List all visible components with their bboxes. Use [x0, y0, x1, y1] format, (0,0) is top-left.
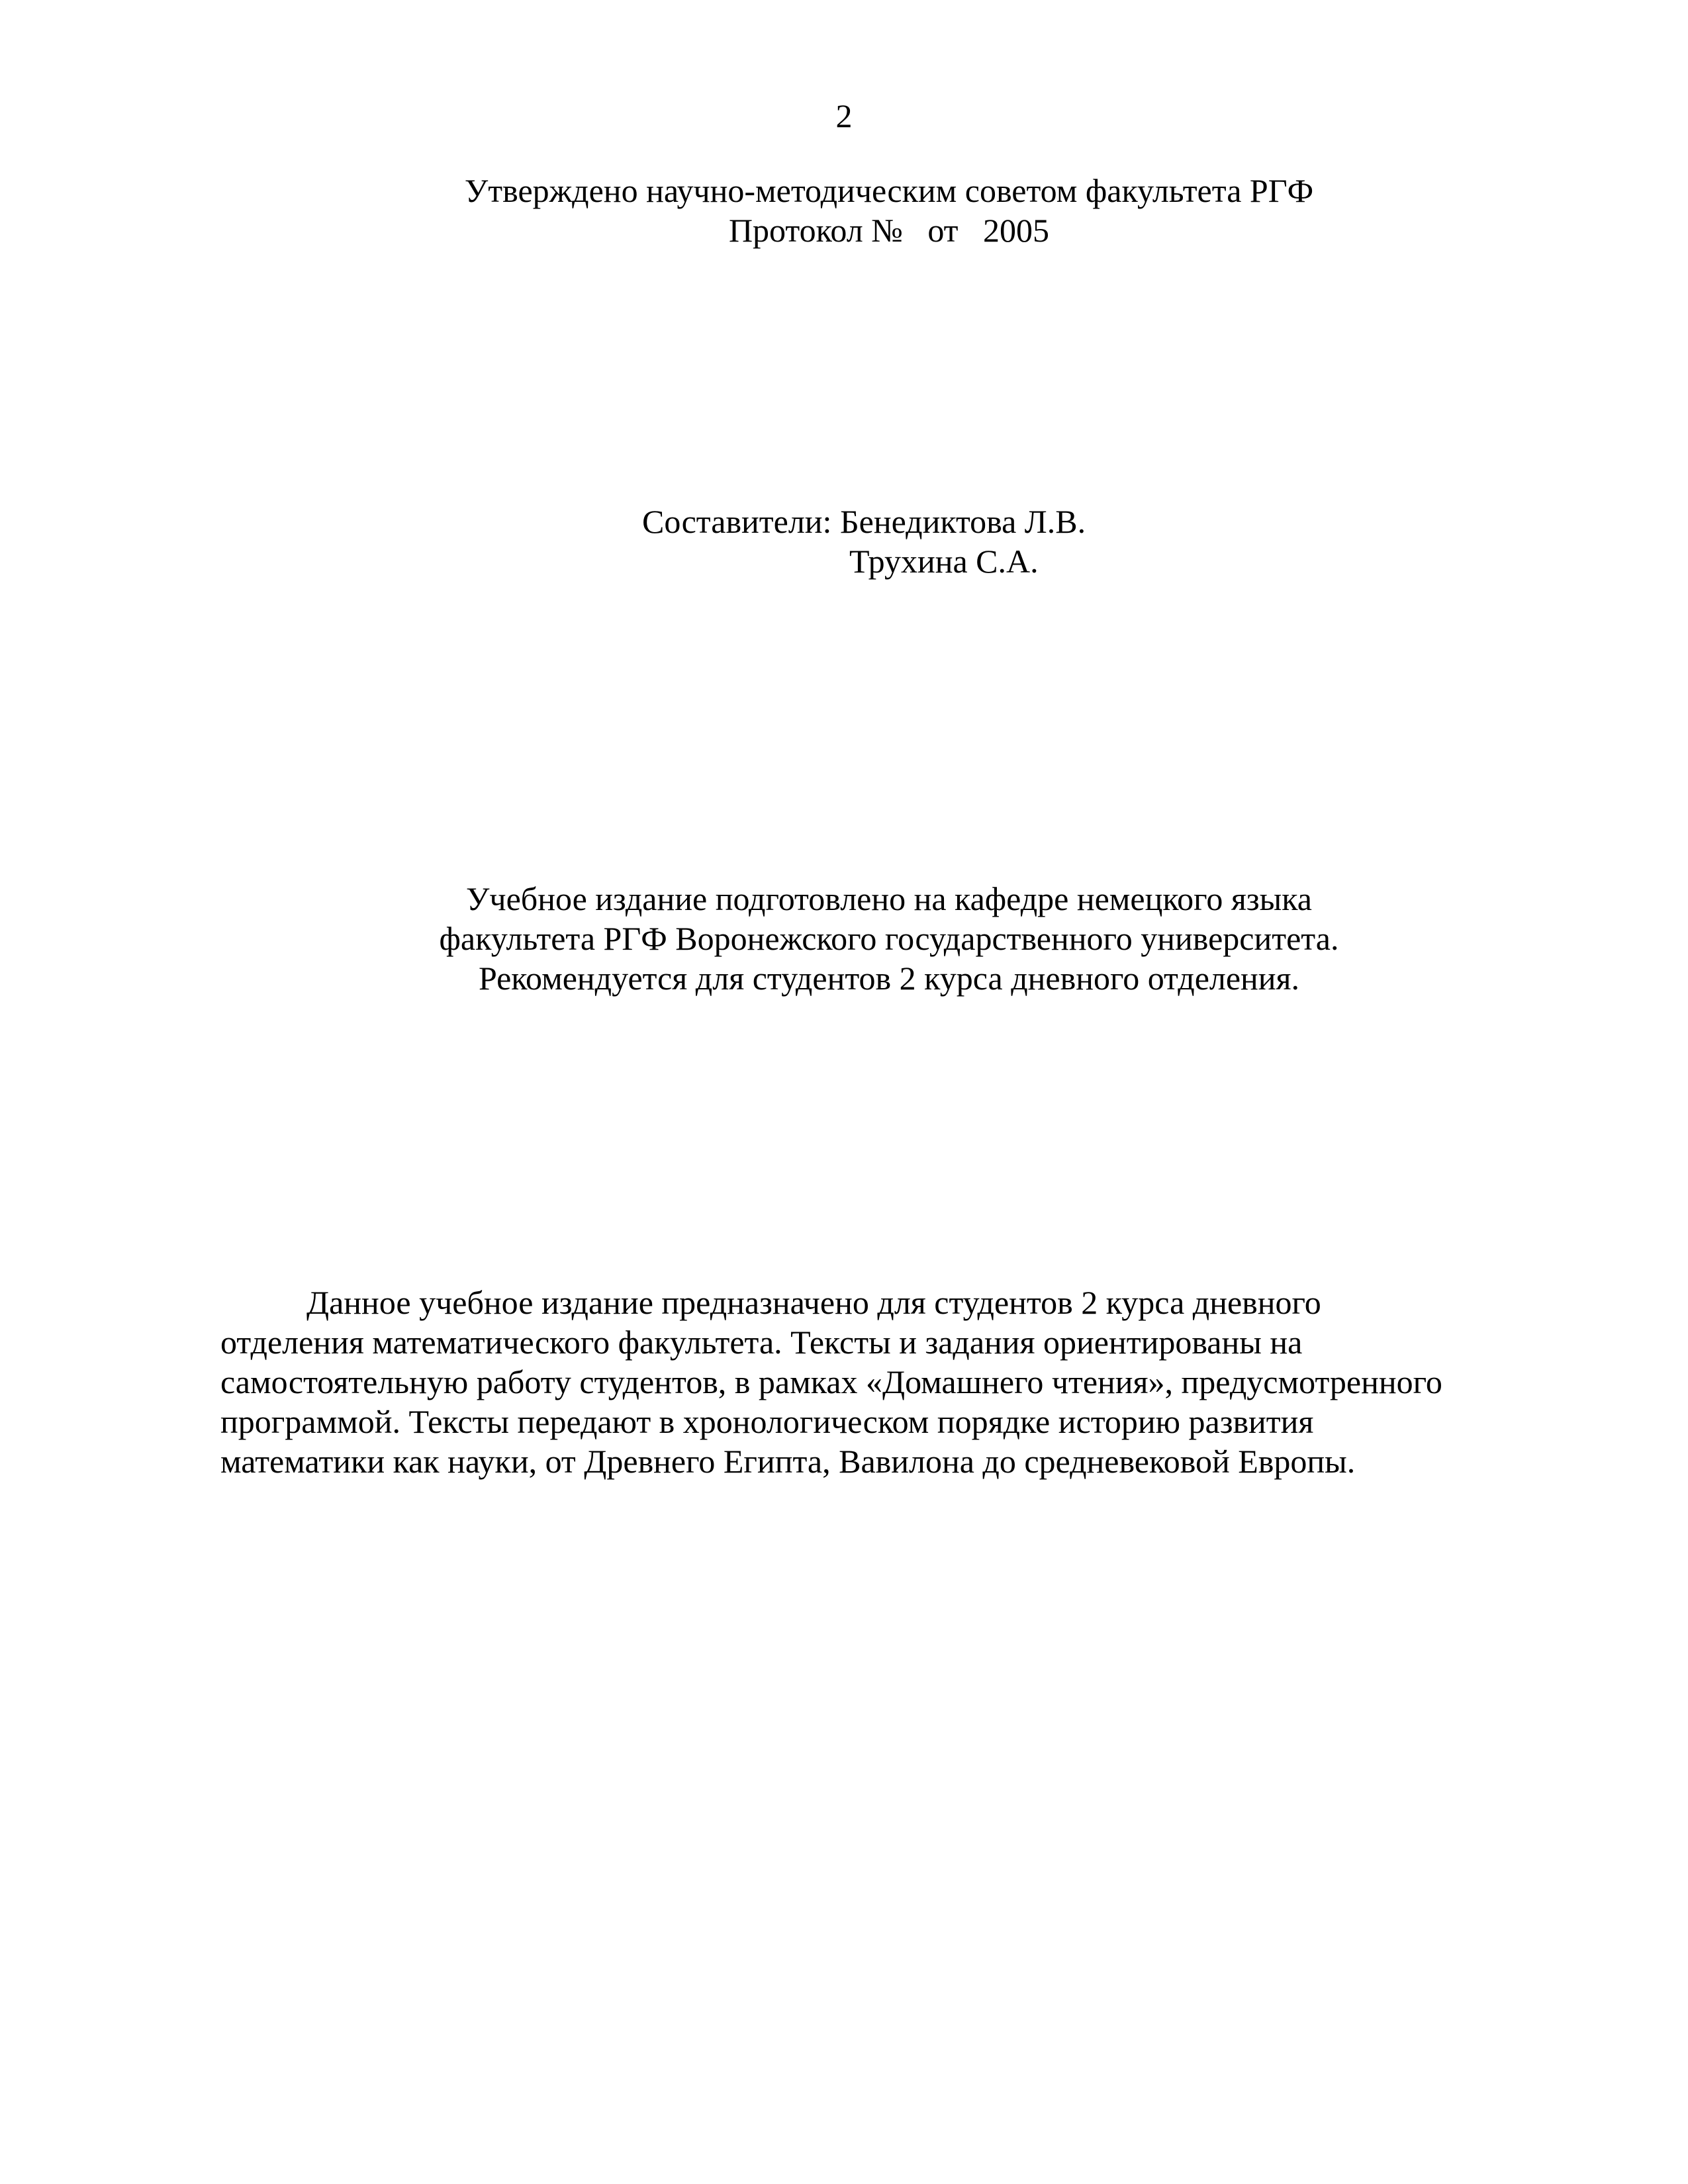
- edition-line: Рекомендуется для студентов 2 курса дневного отделения.: [478, 960, 1300, 997]
- edition-line: Учебное издание подготовлено на кафедре немецкого языка: [466, 880, 1312, 917]
- approval-block: [0, 171, 1688, 250]
- page-number: 2: [835, 97, 853, 134]
- compilers-block: [642, 502, 1370, 581]
- compilers-label: Составители:: [642, 503, 840, 540]
- compiler-name: Бенедиктова Л.В.: [839, 503, 1086, 540]
- compilers-second-row: [642, 541, 1370, 581]
- edition-line: факультета РГФ Воронежского государственного университета.: [439, 920, 1339, 957]
- compilers-first-row: [642, 502, 1370, 541]
- edition-info: [0, 879, 1688, 998]
- compiler-name: Трухина С.А.: [849, 543, 1039, 580]
- description-paragraph: Данное учебное издание предназначено для студентов 2 курса дневного отделения математического факультета. Тексты и задания ориентированы на самостоятельную работу студентов, в рамках «Домашнего чтения», предусмотренного программой. Тексты передают в хронологическом порядке историю развития математики как науки, от Древнего Египта, Вавилона до средневековой Европы.: [220, 1284, 1442, 1480]
- approval-title: Утверждено научно-методическим советом факультета РГФ: [464, 172, 1314, 209]
- protocol-line: Протокол № от 2005: [728, 212, 1050, 249]
